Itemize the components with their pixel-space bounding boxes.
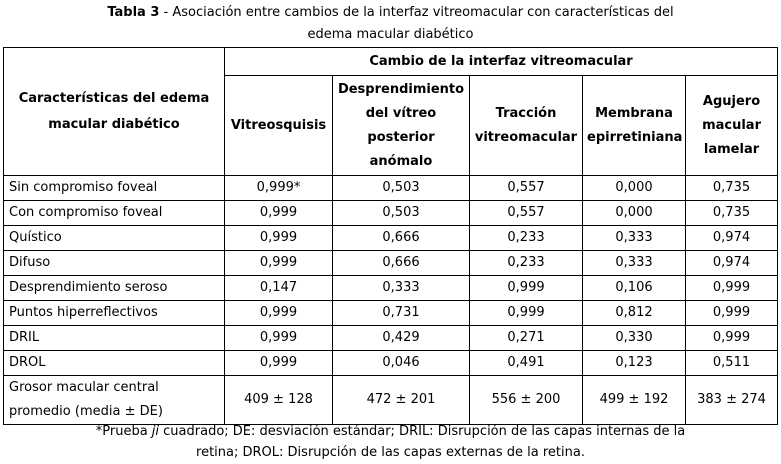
table-cell: 0,147 — [225, 276, 333, 301]
table-cell: 0,999 — [225, 226, 333, 251]
row-label: Con compromiso foveal — [4, 201, 225, 226]
table-cell: 472 ± 201 — [333, 376, 470, 425]
table-cell: 0,503 — [333, 201, 470, 226]
table-cell: 0,557 — [470, 176, 583, 201]
column-header: Desprendimiento del vítreo posterior anómalo — [333, 76, 470, 176]
table-cell: 0,333 — [583, 226, 686, 251]
table-cell: 0,999 — [470, 301, 583, 326]
table-caption-line2: edema macular diabético — [307, 27, 474, 42]
row-label: Grosor macular central promedio (media ± DE) — [4, 376, 225, 425]
column-header: Membrana epirretiniana — [583, 76, 686, 176]
table-cell: 0,735 — [686, 176, 778, 201]
table-cell: 0,731 — [333, 301, 470, 326]
row-label: Puntos hiperreflectivos — [4, 301, 225, 326]
table-row — [4, 276, 778, 301]
table-cell: 0,974 — [686, 251, 778, 276]
table-cell: 0,333 — [583, 251, 686, 276]
table-row — [4, 226, 778, 251]
table-cell: 0,999 — [225, 326, 333, 351]
table-cell: 0,123 — [583, 351, 686, 376]
footnote-line1-rest: cuadrado; DE: desviación estándar; DRIL: Disrupción de las capas internas de la — [159, 424, 686, 439]
table-cell: 0,666 — [333, 226, 470, 251]
table-cell: 556 ± 200 — [470, 376, 583, 425]
table-cell: 0,666 — [333, 251, 470, 276]
footnote-italic: ji — [151, 424, 160, 439]
table-cell: 0,233 — [470, 251, 583, 276]
footnote-line1 — [0, 421, 781, 443]
row-header: Características del edema macular diabético — [4, 48, 225, 176]
table-row — [4, 301, 778, 326]
table-caption-label: Tabla 3 — [107, 5, 160, 20]
table-cell: 409 ± 128 — [225, 376, 333, 425]
row-label: Quístico — [4, 226, 225, 251]
row-label: Sin compromiso foveal — [4, 176, 225, 201]
results-table — [3, 47, 778, 425]
table-cell: 0,503 — [333, 176, 470, 201]
table-cell: 0,999 — [225, 251, 333, 276]
footnote-line2: retina; DROL: Disrupción de las capas externas de la retina. — [196, 445, 585, 460]
table-cell: 0,557 — [470, 201, 583, 226]
row-label: DROL — [4, 351, 225, 376]
table-cell: 0,999 — [686, 276, 778, 301]
table-cell: 0,429 — [333, 326, 470, 351]
table-row — [4, 251, 778, 276]
table-cell: 0,233 — [470, 226, 583, 251]
table-caption — [0, 2, 781, 24]
row-label: Desprendimiento seroso — [4, 276, 225, 301]
table-cell: 0,271 — [470, 326, 583, 351]
table-row — [4, 201, 778, 226]
table-row — [4, 376, 778, 425]
table-cell: 0,812 — [583, 301, 686, 326]
table-cell: 383 ± 274 — [686, 376, 778, 425]
table-cell: 0,999 — [225, 301, 333, 326]
table-cell: 0,999 — [686, 326, 778, 351]
table-cell: 0,046 — [333, 351, 470, 376]
table-row — [4, 176, 778, 201]
table-caption-text: - Asociación entre cambios de la interfaz vitreomacular con características del — [159, 5, 674, 20]
table-cell: 0,999 — [470, 276, 583, 301]
table-row — [4, 351, 778, 376]
row-label: DRIL — [4, 326, 225, 351]
column-header: Vitreosquisis — [225, 76, 333, 176]
table-cell: 0,999* — [225, 176, 333, 201]
column-header: Agujero macular lamelar — [686, 76, 778, 176]
footnote-prefix: *Prueba — [95, 424, 152, 439]
row-label: Difuso — [4, 251, 225, 276]
table-row — [4, 326, 778, 351]
table-cell: 0,999 — [225, 351, 333, 376]
table-cell: 0,735 — [686, 201, 778, 226]
table-cell: 499 ± 192 — [583, 376, 686, 425]
table-cell: 0,333 — [333, 276, 470, 301]
table-cell: 0,000 — [583, 201, 686, 226]
group-header: Cambio de la interfaz vitreomacular — [225, 48, 778, 76]
table-cell: 0,491 — [470, 351, 583, 376]
table-cell: 0,106 — [583, 276, 686, 301]
column-header: Tracción vitreomacular — [470, 76, 583, 176]
table-cell: 0,999 — [225, 201, 333, 226]
table-cell: 0,330 — [583, 326, 686, 351]
table-cell: 0,000 — [583, 176, 686, 201]
table-cell: 0,974 — [686, 226, 778, 251]
table-cell: 0,999 — [686, 301, 778, 326]
table-cell: 0,511 — [686, 351, 778, 376]
